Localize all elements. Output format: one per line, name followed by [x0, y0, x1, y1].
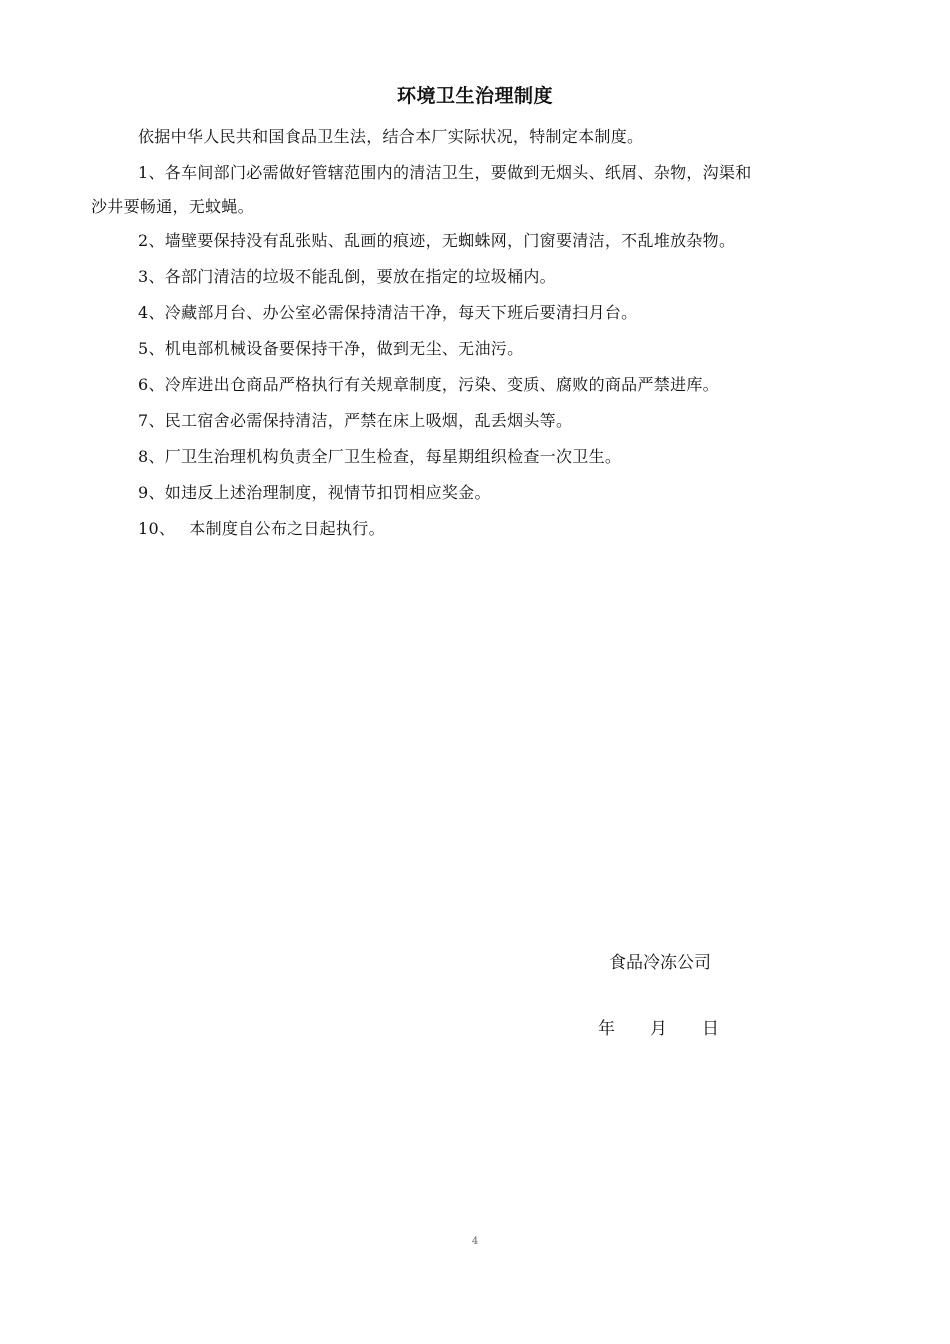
rule-item-7: 7、民工宿舍必需保持清洁，严禁在床上吸烟，乱丢烟头等。: [138, 411, 573, 430]
rule-item-5: 5、机电部机械设备要保持干净，做到无尘、无油污。: [138, 339, 524, 358]
signature-company: 食品冷冻公司: [609, 953, 711, 973]
rule-item-1-line-1: 1、各车间部门必需做好管辖范围内的清洁卫生，要做到无烟头、纸屑、杂物，沟渠和: [138, 163, 752, 182]
rule-item-10-number: 10、: [138, 519, 176, 538]
rule-item-4: 4、冷藏部月台、办公室必需保持清洁干净，每天下班后要清扫月台。: [138, 303, 638, 322]
document-title: 环境卫生治理制度: [396, 85, 553, 107]
rule-item-3: 3、各部门清洁的垃圾不能乱倒，要放在指定的垃圾桶内。: [138, 267, 556, 286]
rule-item-9: 9、如违反上述治理制度，视情节扣罚相应奖金。: [138, 483, 491, 502]
rule-item-6: 6、冷库进出仓商品严格执行有关规章制度，污染、变质、腐败的商品严禁进库。: [138, 375, 719, 394]
rule-item-10-text: 本制度自公布之日起执行。: [189, 519, 385, 538]
rule-item-10: [138, 517, 385, 541]
rule-item-8: 8、厂卫生治理机构负责全厂卫生检查，每星期组织检查一次卫生。: [138, 447, 622, 466]
date-year: 年: [598, 1019, 615, 1039]
rule-item-2: 2、墙壁要保持没有乱张贴、乱画的痕迹，无蜘蛛网，门窗要清洁，不乱堆放杂物。: [138, 231, 736, 250]
intro-paragraph: 依据中华人民共和国食品卫生法，结合本厂实际状况，特制定本制度。: [138, 127, 644, 146]
date-month: 月: [650, 1019, 667, 1039]
signature-date: [598, 1016, 719, 1042]
date-day: 日: [702, 1019, 719, 1039]
rule-item-1-line-2: 沙井要畅通，无蚊蝇。: [91, 197, 255, 216]
page-number: 4: [471, 1236, 479, 1247]
